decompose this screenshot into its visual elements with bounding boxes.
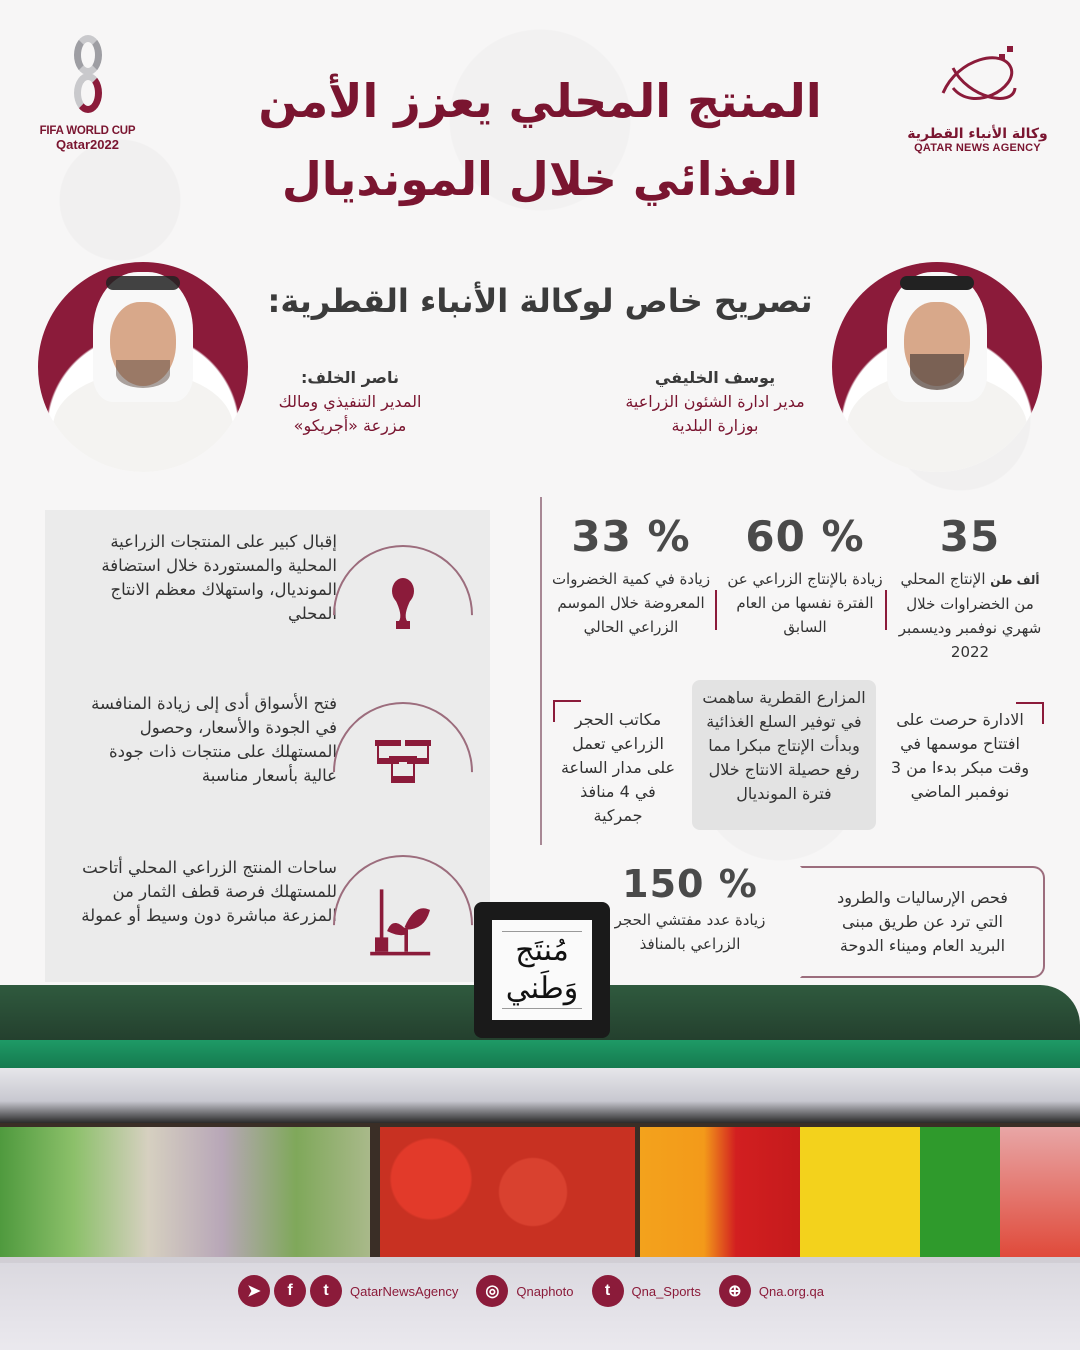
subtitle: تصريح خاص لوكالة الأنباء القطرية: <box>267 282 813 320</box>
trophy-icon <box>373 575 433 635</box>
title-line-2: الغذائي خلال المونديال <box>281 152 799 206</box>
fifa-logo-line2: Qatar2022 <box>56 137 119 152</box>
person-name: ناصر الخلف: <box>300 368 399 387</box>
stat-35-thousand-tons <box>890 512 1050 664</box>
qna-emblem-icon <box>933 38 1023 118</box>
portrait-nasser-al-khalaf <box>38 262 248 472</box>
stat-value: % 60 <box>745 512 865 561</box>
telegram-icon[interactable]: ➤ <box>238 1275 270 1307</box>
portrait-yousef-al-khulaifi <box>832 262 1042 472</box>
panel-item <box>45 682 490 832</box>
stat-33-percent <box>550 512 712 639</box>
qna-logo <box>905 38 1050 154</box>
fifa-emblem-icon <box>70 35 106 119</box>
panel-item-text: إقبال كبير على المنتجات الزراعية المحلية والمستوردة خلال استضافة المونديال، واستهلاك معظم الانتاج المحلي <box>101 532 337 623</box>
twitter-icon[interactable]: t <box>310 1275 342 1307</box>
stat-desc: زيادة في كمية الخضروات المعروضة خلال الموسم الزراعي الحالي <box>551 570 711 636</box>
stat-separator <box>885 590 887 630</box>
national-product-stamp <box>478 906 606 1034</box>
stats-divider <box>540 497 542 845</box>
person-role: بوزارة البلدية <box>671 416 759 435</box>
social-handle-qatarnewsagency[interactable]: QatarNewsAgency <box>350 1283 459 1299</box>
person-role: مزرعة «أجريكو» <box>293 416 407 435</box>
stat-separator <box>715 590 717 630</box>
stat-150-percent <box>605 862 775 956</box>
social-links <box>238 1275 838 1307</box>
panel-item-text: ساحات المنتج الزراعي المحلي أتاحت للمستهلك فرصة قطف الثمار من المزرعة مباشرة دون وسيط أو عمولة <box>81 858 337 925</box>
qna-logo-english: QATAR NEWS AGENCY <box>914 142 1041 154</box>
stat-desc: زيادة بالإنتاج الزراعي عن الفترة نفسها من العام السابق <box>727 570 883 636</box>
person-name: يوسف الخليفي <box>654 368 776 387</box>
plant-shovel-icon <box>363 887 435 959</box>
stat-value: % 150 <box>622 862 758 906</box>
facebook-icon[interactable]: f <box>274 1275 306 1307</box>
note-mail-inspection-box <box>800 866 1045 978</box>
person-info-left <box>250 366 450 438</box>
website-link[interactable]: Qna.org.qa <box>758 1283 824 1299</box>
stamp-line-2: وَطَني <box>505 971 579 1006</box>
stat-value: 35 <box>939 512 1001 561</box>
stat-desc: الإنتاج المحلي من الخضراوات خلال شهري نوفمبر وديسمبر 2022 <box>898 570 1042 661</box>
fifa-logo-line1: FIFA WORLD CUP <box>39 125 136 137</box>
panel-item <box>45 840 490 990</box>
stamp-line-1: مُنتَج <box>515 933 569 968</box>
note-quarantine-offices: مكاتب الحجر الزراعي تعمل على مدار الساعة في 4 منافذ جمركية <box>560 710 676 825</box>
social-handle-qna-sports[interactable]: Qna_Sports <box>631 1283 701 1299</box>
panel-item-text: فتح الأسواق أدى إلى زيادة المنافسة في الجودة والأسعار، وحصول المستهلك على منتجات ذات جودة عالية بأسعار مناسبة <box>91 694 337 785</box>
market-stalls-icon <box>361 732 445 792</box>
person-role: المدير التنفيذي ومالك <box>278 392 422 411</box>
note-mail-inspection: فحص الإرساليات والطرود التي ترد عن طريق مبنى البريد العام وميناء الدوحة <box>837 888 1008 955</box>
fifa-world-cup-logo <box>30 35 145 160</box>
stat-unit: ألف طن <box>990 573 1040 587</box>
panel-item <box>45 520 490 670</box>
page-title <box>200 62 880 218</box>
stat-desc: زيادة عدد مفتشي الحجر الزراعي بالمنافذ <box>614 911 766 953</box>
note-early-season: الادارة حرصت على افتتاح موسمها في وقت مبكر بدءا من 3 نوفمبر الماضي <box>890 710 1030 801</box>
stat-value: % 33 <box>571 512 691 561</box>
social-handle-qnaphoto[interactable]: Qnaphoto <box>516 1283 574 1299</box>
left-panel <box>45 510 490 982</box>
person-info-right <box>600 366 830 438</box>
instagram-icon[interactable]: ◎ <box>476 1275 508 1307</box>
note-qatari-farms: المزارع القطرية ساهمت في توفير السلع الغذائية وبدأت الإنتاج مبكرا مما رفع حصيلة الانتاج خلال فترة المونديال <box>692 680 876 830</box>
person-role: مدير ادارة الشئون الزراعية <box>625 392 805 411</box>
qna-logo-arabic: وكالة الأنباء القطرية <box>907 126 1048 142</box>
title-line-1: المنتج المحلي يعزز الأمن <box>258 74 822 128</box>
twitter-icon[interactable]: t <box>592 1275 624 1307</box>
stat-60-percent <box>725 512 885 639</box>
globe-icon[interactable]: ⊕ <box>719 1275 751 1307</box>
